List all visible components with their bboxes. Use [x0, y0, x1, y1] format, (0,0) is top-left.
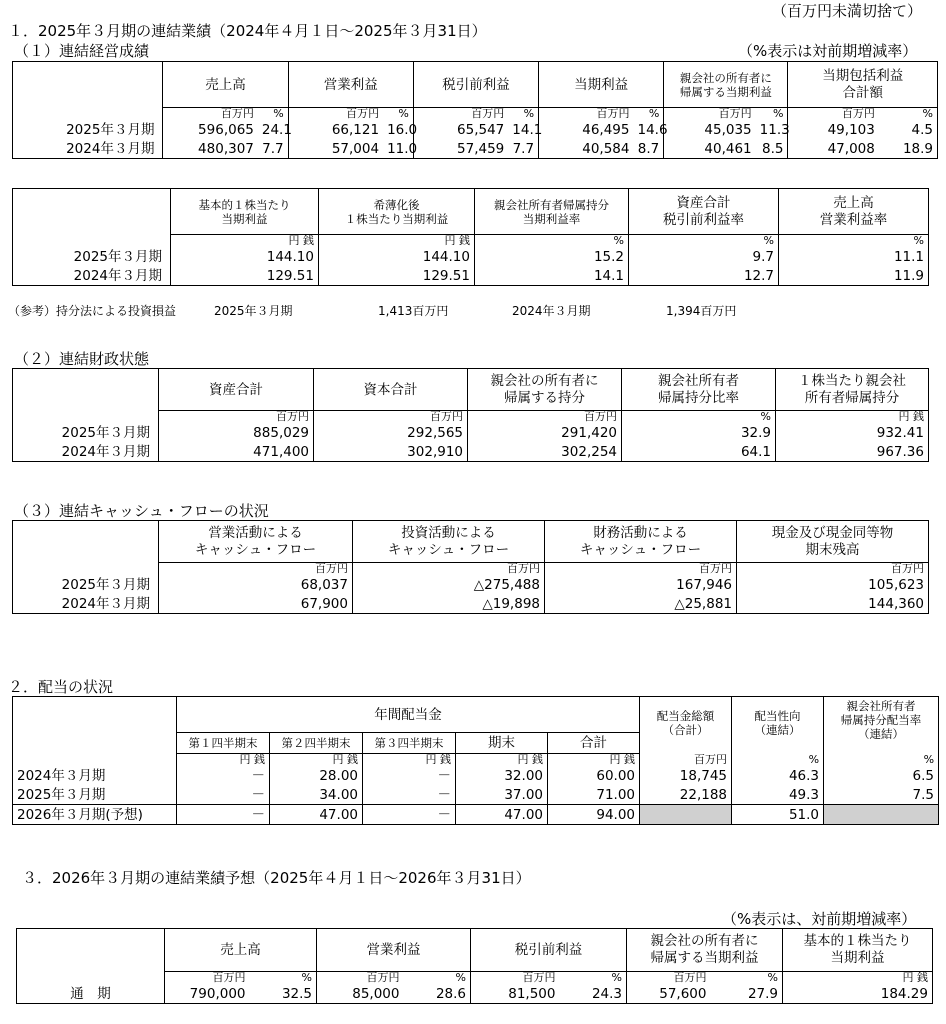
unit-cell: % — [475, 235, 629, 248]
table-cell: 15.2 — [475, 248, 629, 267]
table-cell: 4.5 — [879, 121, 938, 140]
table-cell: 7.5 — [824, 786, 939, 805]
table-cell: 85,000 — [317, 985, 404, 1004]
table-cell: 16.0 — [383, 121, 413, 140]
ref-period-2: 2024年３月期 — [512, 304, 591, 318]
header-owners-equity: 親会社の所有者に 帰属する持分 — [468, 369, 622, 411]
table-cell: 2025年３月期 — [13, 248, 171, 267]
header-total: 合計 — [548, 733, 640, 754]
table-cell: 18,745 — [640, 767, 732, 786]
header-revenue: 売上高 — [163, 62, 288, 108]
unit-cell: % — [508, 108, 538, 121]
header-doe: 親会社所有者 帰属持分配当率 （連結） — [824, 697, 939, 754]
unit-cell: % — [560, 972, 627, 985]
unit-cell: % — [756, 108, 788, 121]
table-cell — [13, 189, 171, 235]
table-cell: 885,029 — [159, 424, 314, 443]
unit-cell: 百万円 — [288, 108, 383, 121]
unit-cell: 円 銭 — [776, 411, 929, 424]
table-cell: 64.1 — [622, 443, 776, 462]
table-cell: 2025年３月期 — [13, 121, 163, 140]
table-cell: 60.00 — [548, 767, 640, 786]
table-cell: △275,488 — [353, 576, 545, 595]
table-cell: 184.29 — [783, 985, 933, 1004]
sub1-note: （%表示は対前期増減率） — [738, 42, 918, 60]
table-cell — [13, 733, 177, 754]
table-cell: 57,004 — [288, 140, 383, 159]
unit-cell: 円 銭 — [270, 754, 363, 767]
table-cell: 46.3 — [732, 767, 824, 786]
unit-note: （百万円未満切捨て） — [772, 2, 923, 20]
table-cell: 71.00 — [548, 786, 640, 805]
header-q1: 第１四半期末 — [177, 733, 270, 754]
header-roa: 資産合計 税引前利益率 — [629, 189, 779, 235]
unit-cell: 百万円 — [317, 972, 404, 985]
table-cell: 6.5 — [824, 767, 939, 786]
table-cell: 37.00 — [456, 786, 548, 805]
header-equity-ratio: 親会社所有者 帰属持分比率 — [622, 369, 776, 411]
table-row — [13, 595, 929, 614]
table-cell: 2025年３月期 — [13, 576, 159, 595]
header-payout-ratio: 配当性向 （連結） — [732, 697, 824, 754]
unit-cell: % — [383, 108, 413, 121]
table-cell: － — [363, 767, 456, 786]
table-cell — [13, 411, 159, 424]
table-cell: 67,900 — [159, 595, 353, 614]
table-cell: 144.10 — [319, 248, 475, 267]
sub3-title: （３）連結キャッシュ・フローの状況 — [14, 502, 269, 520]
table-cell: 2026年３月期(予想) — [13, 805, 177, 825]
section3-title: ３．2026年３月期の連結業績予想（2025年４月１日～2026年３月31日） — [22, 869, 531, 887]
ref-period-1: 2025年３月期 — [214, 304, 293, 318]
ref-value-1: 1,413百万円 — [378, 304, 449, 318]
table-cell — [13, 697, 177, 733]
unit-cell: 百万円 — [163, 108, 258, 121]
table-cell: 45,035 — [664, 121, 756, 140]
table-cell: △19,898 — [353, 595, 545, 614]
header-blank — [13, 62, 163, 108]
unit-cell: 百万円 — [353, 563, 545, 576]
header-total-dividend: 配当金総額 （合計） — [640, 697, 732, 754]
unit-cell: 百万円 — [468, 411, 622, 424]
header-q3: 第３四半期末 — [363, 733, 456, 754]
unit-cell: 百万円 — [737, 563, 929, 576]
table-cell: 32.9 — [622, 424, 776, 443]
table-cell: 292,565 — [314, 424, 468, 443]
per-share-ratios-table — [12, 188, 929, 286]
header-investing-cf: 投資活動による キャッシュ・フロー — [353, 521, 545, 563]
table-cell: 11.9 — [779, 267, 929, 286]
unit-cell: % — [258, 108, 288, 121]
sub2-title: （２）連結財政状態 — [14, 350, 150, 368]
table-cell: 65,547 — [413, 121, 508, 140]
header-cash-balance: 現金及び現金同等物 期末残高 — [737, 521, 929, 563]
unit-cell: 百万円 — [627, 972, 711, 985]
unit-cell: % — [629, 235, 779, 248]
table-cell: 2024年３月期 — [13, 443, 159, 462]
table-row — [13, 121, 938, 140]
table-cell: 129.51 — [319, 267, 475, 286]
financial-position-table — [12, 368, 929, 462]
unit-cell: % — [622, 411, 776, 424]
table-cell: 291,420 — [468, 424, 622, 443]
unit-cell: 百万円 — [159, 563, 353, 576]
table-cell: 47.00 — [456, 805, 548, 825]
unit-cell: % — [779, 235, 929, 248]
table-cell: 2024年３月期 — [13, 140, 163, 159]
unit-cell: 百万円 — [788, 108, 879, 121]
header-total-assets: 資産合計 — [159, 369, 314, 411]
table-cell: 2024年３月期 — [13, 767, 177, 786]
header-annual-dividend: 年間配当金 — [177, 697, 640, 733]
table-cell: 967.36 — [776, 443, 929, 462]
unit-cell: 円 銭 — [319, 235, 475, 248]
table-cell: 2024年３月期 — [13, 595, 159, 614]
header-basic-eps: 基本的１株当たり 当期利益 — [783, 929, 933, 972]
table-cell — [13, 521, 159, 563]
unit-cell: 百万円 — [413, 108, 508, 121]
header-net-income: 当期利益 — [539, 62, 664, 108]
table-cell — [13, 563, 159, 576]
header-financing-cf: 財務活動による キャッシュ・フロー — [545, 521, 737, 563]
table-row — [13, 248, 929, 267]
header-comprehensive-income: 当期包括利益 合計額 — [788, 62, 938, 108]
table-cell: 2025年３月期 — [13, 786, 177, 805]
table-cell: － — [177, 767, 270, 786]
table-cell: 302,910 — [314, 443, 468, 462]
table-cell: 11.3 — [756, 121, 788, 140]
table-cell: 40,461 — [664, 140, 756, 159]
table-cell: 11.1 — [779, 248, 929, 267]
header-operating-income: 営業利益 — [288, 62, 413, 108]
table-cell — [13, 369, 159, 411]
table-cell — [17, 972, 165, 985]
table-cell — [17, 929, 165, 972]
table-cell: 8.5 — [756, 140, 788, 159]
table-cell: 144.10 — [171, 248, 319, 267]
unit-cell: 円 銭 — [783, 972, 933, 985]
table-cell: △25,881 — [545, 595, 737, 614]
header-revenue: 売上高 — [165, 929, 317, 972]
table-cell: － — [363, 805, 456, 825]
unit-cell: % — [879, 108, 938, 121]
table-cell: 129.51 — [171, 267, 319, 286]
table-cell: 32.00 — [456, 767, 548, 786]
table-cell — [13, 108, 163, 121]
table-cell: 94.00 — [548, 805, 640, 825]
table-cell: － — [363, 786, 456, 805]
table-cell: 12.7 — [629, 267, 779, 286]
table-cell: 2024年３月期 — [13, 267, 171, 286]
table-cell: 302,254 — [468, 443, 622, 462]
section1-title: １．2025年３月期の連結業績（2024年４月１日～2025年３月31日） — [8, 22, 487, 40]
unit-cell: 円 銭 — [456, 754, 548, 767]
table-cell: 66,121 — [288, 121, 383, 140]
unit-cell: % — [250, 972, 317, 985]
unit-cell: 百万円 — [640, 754, 732, 767]
table-cell: 28.00 — [270, 767, 363, 786]
table-cell: － — [177, 786, 270, 805]
dividends-table — [12, 696, 939, 825]
unit-cell: 円 銭 — [363, 754, 456, 767]
table-cell: 24.1 — [258, 121, 288, 140]
table-cell: 7.7 — [508, 140, 538, 159]
unit-cell: 百万円 — [539, 108, 634, 121]
table-cell: 通 期 — [17, 985, 165, 1004]
header-diluted-eps: 希薄化後 １株当たり当期利益 — [319, 189, 475, 235]
table-cell: 8.7 — [633, 140, 663, 159]
unit-cell: 円 銭 — [177, 754, 270, 767]
table-cell: 2025年３月期 — [13, 424, 159, 443]
table-cell: 34.00 — [270, 786, 363, 805]
table-row — [17, 985, 933, 1004]
table-cell: 7.7 — [258, 140, 288, 159]
table-row — [13, 786, 939, 805]
section2-title: ２．配当の状況 — [8, 678, 114, 696]
table-cell: 40,584 — [539, 140, 634, 159]
table-cell: 57,600 — [627, 985, 711, 1004]
header-pretax-income: 税引前利益 — [413, 62, 538, 108]
header-operating-cf: 営業活動による キャッシュ・フロー — [159, 521, 353, 563]
table-cell — [13, 235, 171, 248]
unit-cell: % — [824, 754, 939, 767]
table-cell: 105,623 — [737, 576, 929, 595]
header-operating-income: 営業利益 — [317, 929, 471, 972]
table-cell: 47.00 — [270, 805, 363, 825]
ref-label: （参考）持分法による投資損益 — [8, 304, 177, 318]
unit-cell: 百万円 — [314, 411, 468, 424]
table-cell: 32.5 — [250, 985, 317, 1004]
table-cell: 28.6 — [404, 985, 471, 1004]
header-year-end: 期末 — [456, 733, 548, 754]
table-cell: 22,188 — [640, 786, 732, 805]
table-cell: 49,103 — [788, 121, 879, 140]
header-pretax-income: 税引前利益 — [471, 929, 627, 972]
table-cell: － — [177, 805, 270, 825]
unit-cell: 円 銭 — [171, 235, 319, 248]
unit-cell: 百万円 — [159, 411, 314, 424]
table-row — [13, 267, 929, 286]
unit-cell: % — [732, 754, 824, 767]
section3-note: （%表示は、対前期増減率） — [722, 910, 917, 928]
unit-cell: 百万円 — [165, 972, 250, 985]
unit-cell: % — [711, 972, 783, 985]
header-bps: １株当たり親会社 所有者帰属持分 — [776, 369, 929, 411]
unit-cell: 百万円 — [545, 563, 737, 576]
table-row — [13, 805, 939, 825]
table-row — [13, 767, 939, 786]
shaded-cell — [824, 805, 939, 825]
table-cell: 11.0 — [383, 140, 413, 159]
table-row — [13, 140, 938, 159]
header-roe: 親会社所有者帰属持分 当期利益率 — [475, 189, 629, 235]
unit-cell: 円 銭 — [548, 754, 640, 767]
table-cell: 596,065 — [163, 121, 258, 140]
unit-cell: % — [633, 108, 663, 121]
shaded-cell — [640, 805, 732, 825]
table-cell: 47,008 — [788, 140, 879, 159]
table-cell: 49.3 — [732, 786, 824, 805]
header-q2: 第２四半期末 — [270, 733, 363, 754]
table-cell: 51.0 — [732, 805, 824, 825]
table-cell: 790,000 — [165, 985, 250, 1004]
ref-value-2: 1,394百万円 — [666, 304, 737, 318]
header-basic-eps: 基本的１株当たり 当期利益 — [171, 189, 319, 235]
header-owners-income: 親会社の所有者に 帰属する当期利益 — [627, 929, 783, 972]
table-cell: 14.6 — [633, 121, 663, 140]
table-cell: 81,500 — [471, 985, 560, 1004]
operating-results-table — [12, 61, 938, 159]
table-cell: 68,037 — [159, 576, 353, 595]
table-cell: 932.41 — [776, 424, 929, 443]
forecast-table — [16, 928, 933, 1004]
table-cell: 24.3 — [560, 985, 627, 1004]
table-cell: 167,946 — [545, 576, 737, 595]
cash-flow-table — [12, 520, 929, 614]
table-row — [13, 424, 929, 443]
table-cell: 14.1 — [475, 267, 629, 286]
table-row — [13, 576, 929, 595]
header-op-margin: 売上高 営業利益率 — [779, 189, 929, 235]
table-cell: 9.7 — [629, 248, 779, 267]
table-cell: 14.1 — [508, 121, 538, 140]
table-cell — [13, 754, 177, 767]
sub1-title: （１）連結経営成績 — [14, 42, 150, 60]
table-cell: 27.9 — [711, 985, 783, 1004]
table-cell: 46,495 — [539, 121, 634, 140]
table-cell: 471,400 — [159, 443, 314, 462]
table-cell: 18.9 — [879, 140, 938, 159]
unit-cell: 百万円 — [471, 972, 560, 985]
table-cell: 57,459 — [413, 140, 508, 159]
table-cell: 144,360 — [737, 595, 929, 614]
table-cell: 480,307 — [163, 140, 258, 159]
unit-cell: 百万円 — [664, 108, 756, 121]
header-owners-income: 親会社の所有者に 帰属する当期利益 — [664, 62, 788, 108]
unit-cell: % — [404, 972, 471, 985]
table-row — [13, 443, 929, 462]
header-total-equity: 資本合計 — [314, 369, 468, 411]
